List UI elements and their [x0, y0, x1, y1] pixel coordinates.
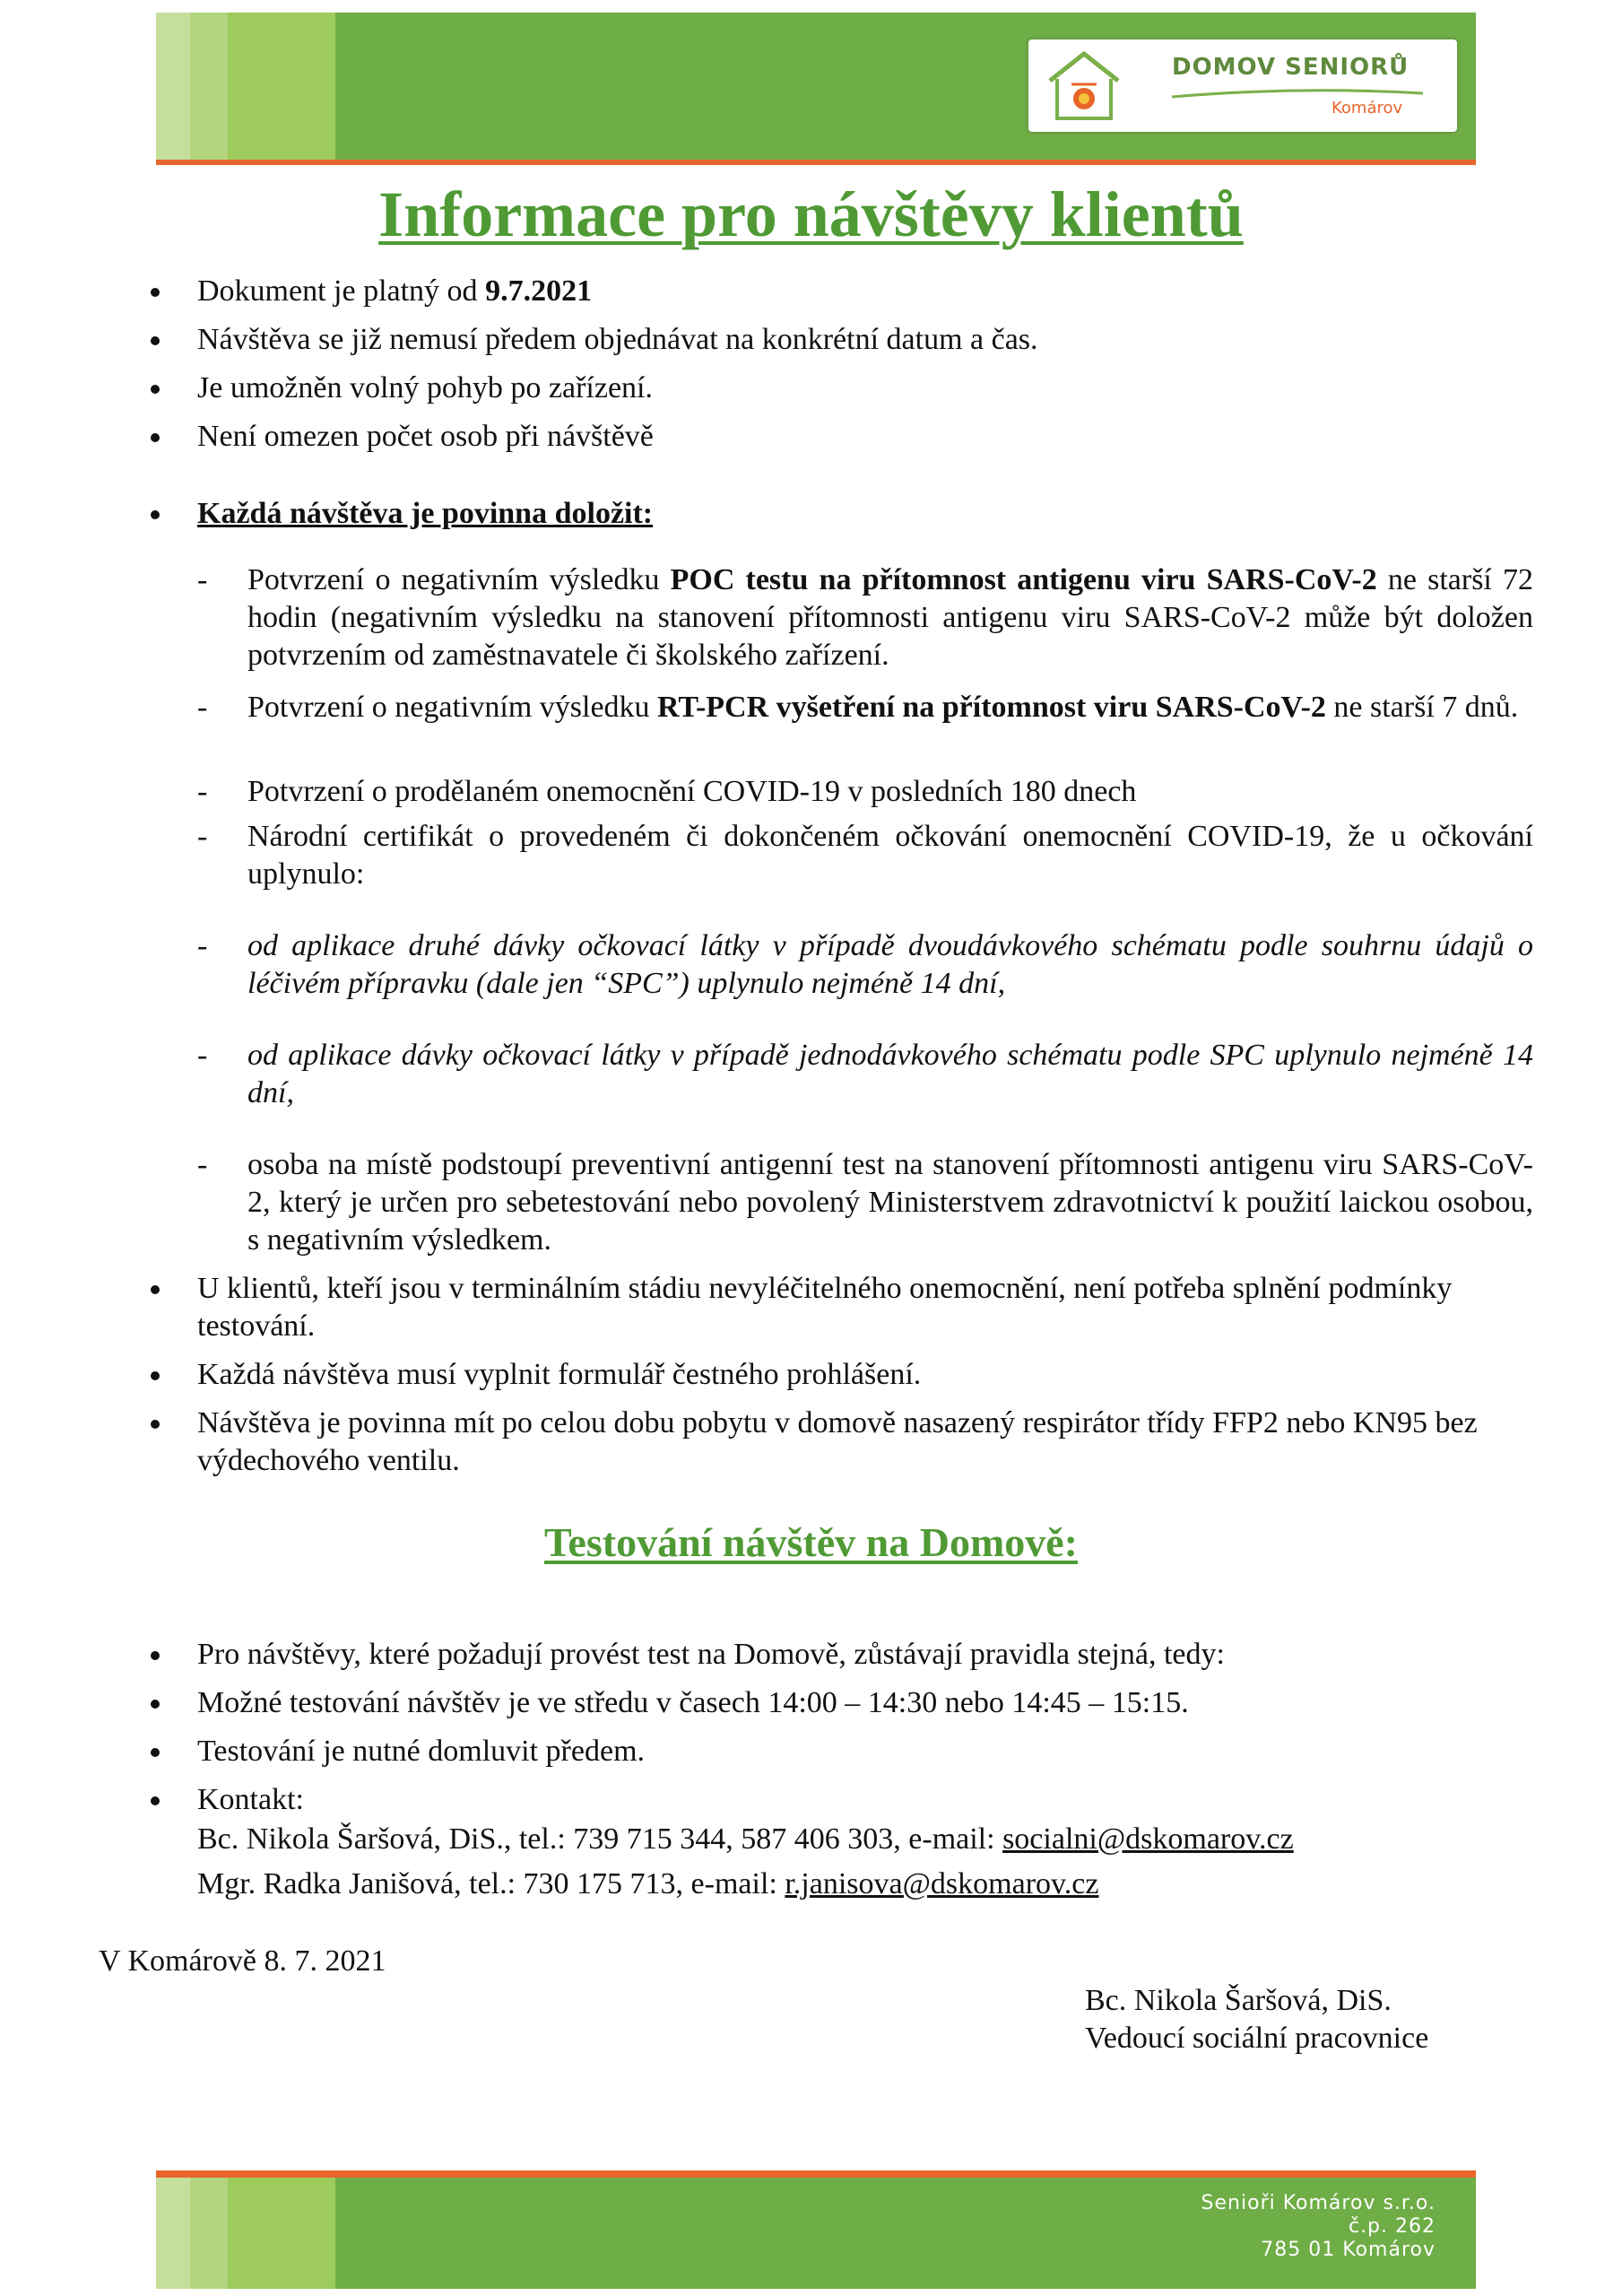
banner-stripe — [228, 13, 335, 163]
list-item-text: U klientů, kteří jsou v terminálním stádiu nevyléčitelného onemocnění, není potřeba splnění podmínky testování. — [197, 1272, 1453, 1343]
footer-address — [1201, 2192, 1436, 2262]
validity-date: 9.7.2021 — [485, 274, 593, 308]
requirement-text: Národní certifikát o provedeném či dokončeném očkování onemocnění COVID-19, že u očkování uplynulo: — [247, 820, 1533, 891]
logo-subtitle: Komárov — [1331, 99, 1403, 117]
requirement-text: osoba na místě podstoupí preventivní antigenní test na stanovení přítomnosti antigenu viru SARS-CoV-2, který je určen pro sebetestování nebo povolený Ministerstvem zdravotnictví k použití laickou osobou, s negativním výsledkem. — [247, 1148, 1533, 1257]
logo-name: DOMOV SENIORŮ — [1172, 54, 1409, 81]
validity-text: Dokument je platný od — [197, 274, 486, 308]
contact-text: Bc. Nikola Šaršová, DiS., tel.: 739 715 344, 587 406 303, e-mail: — [197, 1822, 1003, 1856]
banner-stripe — [156, 2178, 190, 2289]
list-item-text: Každá návštěva musí vyplnit formulář čestného prohlášení. — [197, 1358, 922, 1391]
list-item-text: Pro návštěvy, které požadují provést test na Domově, zůstávají pravidla stejná, tedy: — [197, 1638, 1225, 1671]
page-title-text: Informace pro návštěvy klientů — [378, 178, 1244, 250]
requirement-heading: Každá návštěva je povinna doložit: — [197, 497, 654, 530]
testing-heading — [0, 1518, 1622, 1568]
requirement-text: Potvrzení o negativním výsledku — [247, 563, 671, 596]
requirement-text: Potvrzení o negativním výsledku — [247, 691, 658, 724]
contact-line — [197, 1821, 1294, 1858]
requirement-text: od aplikace dávky očkovací látky v případě jednodávkového schématu podle SPC uplynulo nejméně 14 dní, — [247, 1039, 1533, 1109]
logo — [1028, 39, 1457, 132]
requirement-text: Potvrzení o prodělaném onemocnění COVID-19 v posledních 180 dnech — [247, 775, 1137, 808]
signature-name: Bc. Nikola Šaršová, DiS. — [1085, 1984, 1392, 2017]
banner-stripe — [156, 13, 190, 163]
footer-number: č.p. 262 — [1348, 2215, 1436, 2238]
header-accent-line — [156, 160, 1476, 165]
list-item-text: Návštěva se již nemusí předem objednávat na konkrétní datum a čas. — [197, 323, 1038, 356]
testing-heading-text: Testování návštěv na Domově: — [543, 1519, 1079, 1565]
footer-company: Senioři Komárov s.r.o. — [1201, 2192, 1436, 2214]
requirement-bold: RT-PCR vyšetření na přítomnost viru SARS-CoV-2 — [657, 691, 1326, 724]
email-link[interactable]: r.janisova@dskomarov.cz — [785, 1867, 1099, 1900]
place-date: V Komárově 8. 7. 2021 — [99, 1944, 386, 1978]
list-item-text: Není omezen počet osob při návštěvě — [197, 420, 654, 453]
list-item-text: Je umožněn volný pohyb po zařízení. — [197, 371, 653, 404]
contact-text: Mgr. Radka Janišová, tel.: 730 175 713, e-mail: — [197, 1867, 785, 1900]
list-item-text: Testování je nutné domluvit předem. — [197, 1735, 646, 1768]
list-item-text: Návštěva je povinna mít po celou dobu pobytu v domově nasazený respirátor třídy FFP2 nebo KN95 bez výdechového ventilu. — [197, 1406, 1478, 1477]
email-link[interactable]: socialni@dskomarov.cz — [1002, 1822, 1294, 1856]
banner-stripe — [190, 13, 228, 163]
banner-stripe — [228, 2178, 335, 2289]
house-logo-icon — [1045, 48, 1123, 124]
contact-label: Kontakt: — [197, 1783, 304, 1816]
footer-city: 785 01 Komárov — [1261, 2239, 1436, 2261]
footer-accent-line — [156, 2170, 1476, 2178]
requirement-text: ne starší 72 hodin (negativním výsledku na stanovení přítomnosti antigenu viru SARS-CoV-2 může být doložen potvrzením od zaměstnavatele či školského zařízení. — [247, 563, 1534, 672]
banner-stripe — [190, 2178, 228, 2289]
list-item-text: Možné testování návštěv je ve středu v časech 14:00 – 14:30 nebo 14:45 – 15:15. — [197, 1686, 1189, 1719]
requirement-text: od aplikace druhé dávky očkovací látky v případě dvoudávkového schématu podle souhrnu údajů o léčivém přípravku (dale jen “SPC”) uplynulo nejméně 14 dní, — [247, 929, 1533, 1000]
contact-line — [197, 1866, 1099, 1903]
requirement-bold: POC testu na přítomnost antigenu viru SARS-CoV-2 — [670, 563, 1377, 596]
requirement-text: ne starší 7 dnů. — [1325, 691, 1519, 724]
signature-role: Vedoucí sociální pracovnice — [1085, 2022, 1429, 2055]
signature — [1085, 1982, 1428, 2057]
page-title — [0, 176, 1622, 253]
